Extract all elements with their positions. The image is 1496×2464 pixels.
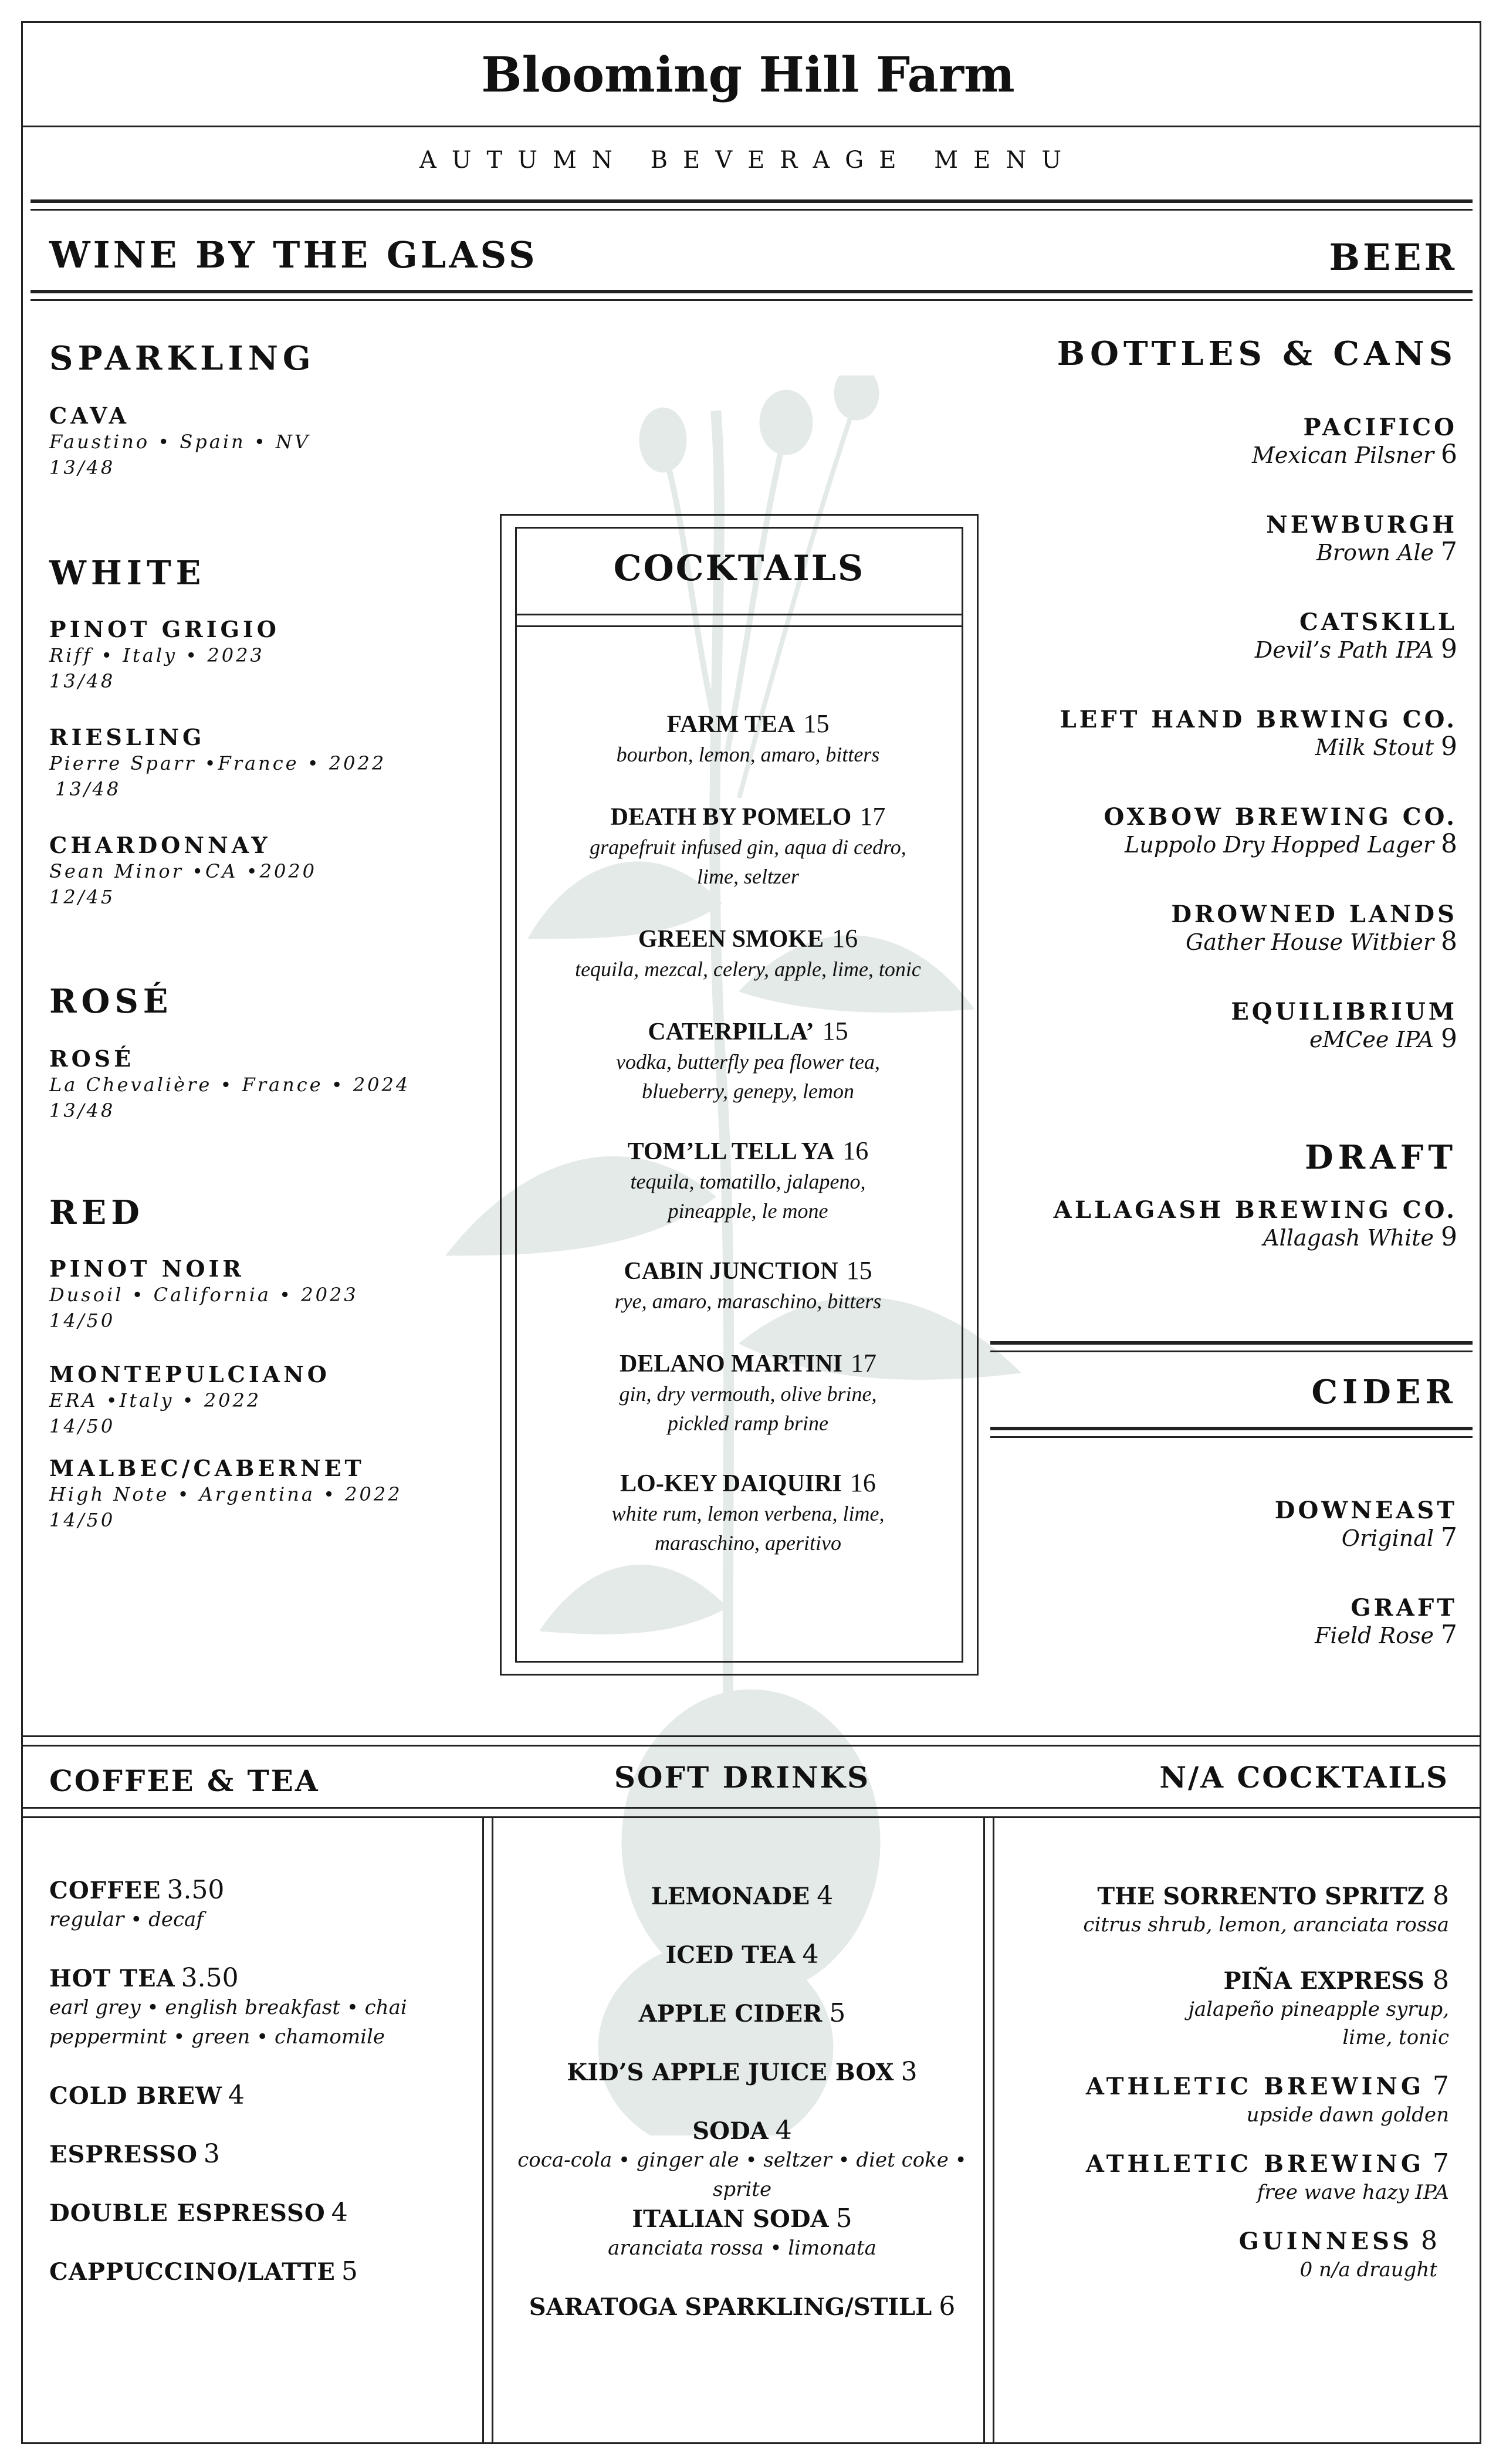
cocktail-name: DELANO MARTINI [619,1351,843,1377]
beer-name: CATSKILL [1299,608,1457,636]
na-cocktail-price: 8 [1421,2226,1437,2256]
list-item [499,1998,986,2028]
coffee-desc: regular • decaf [49,1908,204,1931]
beer-desc: Milk Stout [1315,735,1434,760]
beer-price: 8 [1441,829,1457,859]
beer-name: PACIFICO [1303,414,1457,441]
coffee-price: 3.50 [167,1875,225,1905]
coffee-name: HOT TEA [49,1965,175,1992]
cocktail-price: 15 [846,1256,872,1285]
cocktail-desc: bourbon, lemon, amaro, bitters [616,743,880,766]
wine-name: MONTEPULCIANO [49,1361,330,1387]
beer-price: 9 [1441,1024,1457,1054]
coffee-name: COLD BREW [49,2082,222,2110]
cocktail-name: DEATH BY POMELO [610,804,852,831]
divider [31,199,1473,203]
cocktail-price: 16 [832,924,858,953]
cider-heading: CIDER [1311,1373,1457,1412]
list-item [499,2116,986,2204]
cocktail-name: CABIN JUNCTION [624,1258,838,1285]
wine-name: MALBEC/CABERNET [49,1455,365,1481]
divider [515,625,963,627]
wine-desc: High Note • Argentina • 2022 [49,1483,402,1505]
list-item [49,1963,407,2052]
coffee-name: CAPPUCCINO/LATTE [49,2258,336,2286]
divider [21,1807,1481,1809]
na-cocktail-price: 8 [1433,1881,1449,1911]
list-item [505,1255,991,1316]
soft-drink-price: 4 [775,2116,792,2145]
na-cocktail-desc: lime, tonic [1342,2026,1449,2049]
coffee-name: DOUBLE ESPRESSO [49,2199,326,2227]
beer-name: DROWNED LANDS [1171,901,1457,928]
beer-name: LEFT HAND BRWING CO. [1060,706,1457,733]
beer-desc: Mexican Pilsner [1252,442,1434,468]
na-cocktail-desc: jalapeño pineapple syrup, [1188,1998,1449,2021]
cider-desc: Field Rose [1314,1623,1434,1649]
list-item [505,1016,991,1106]
soft-drink-price: 3 [901,2057,918,2087]
na-cocktail-price: 7 [1433,2148,1449,2178]
divider [31,209,1473,211]
na-cocktail-name: ATHLETIC BREWING [1085,2073,1424,2100]
list-item [1252,414,1457,469]
wine-desc: ERA •Italy • 2022 [49,1389,262,1412]
wine-price: 14/50 [49,1509,116,1531]
cider-price: 7 [1441,1620,1457,1650]
soft-drink-name: SODA [692,2117,769,2145]
cocktail-desc: lime, seltzer [697,865,799,888]
coffee-price: 3.50 [181,1963,239,1993]
divider [990,1436,1473,1438]
divider [21,1735,1481,1737]
wine-price: 13/48 [49,670,116,692]
list-item [49,2139,220,2169]
list-item [49,832,317,910]
beer-price: 9 [1441,1222,1457,1252]
soft-drink-name: KID’S APPLE JUICE BOX [567,2059,894,2086]
wine-price: 12/45 [49,886,116,908]
na-cocktail-desc: citrus shrub, lemon, aranciata rossa [1083,1913,1449,1937]
soft-drinks-heading: SOFT DRINKS [614,1760,871,1795]
beer-name: EQUILIBRIUM [1231,998,1457,1025]
cider-desc: Original [1341,1525,1434,1551]
cocktail-desc: maraschino, aperitivo [655,1531,841,1555]
cocktail-desc: white rum, lemon verbena, lime, [611,1502,885,1525]
wine-heading: WINE BY THE GLASS [49,233,538,276]
beer-price: 7 [1441,537,1457,567]
cocktail-desc: pickled ramp brine [668,1412,828,1435]
soft-drink-name: SARATOGA SPARKLING/STILL [529,2293,932,2321]
page-subtitle: AUTUMN BEVERAGE MENU [419,147,1077,174]
cocktail-desc: rye, amaro, maraschino, bitters [614,1289,882,1313]
beer-price: 9 [1441,634,1457,664]
list-item [505,923,991,984]
list-item [505,1468,991,1558]
red-heading: RED [49,1193,144,1232]
soft-drink-price: 5 [829,1998,846,2028]
wine-desc: Dusoil • California • 2023 [49,1284,358,1306]
na-cocktails-heading: N/A COCKTAILS [1159,1760,1449,1795]
divider [31,299,1473,301]
soft-drink-desc: aranciata rossa • limonata [608,2236,876,2260]
list-item [1086,2071,1449,2129]
divider [31,290,1473,293]
wine-name: PINOT GRIGIO [49,616,280,642]
na-cocktail-name: THE SORRENTO SPRITZ [1097,1883,1424,1910]
cocktail-price: 16 [849,1468,876,1497]
beer-price: 6 [1441,439,1457,469]
wine-price: 14/50 [49,1415,116,1437]
cocktail-price: 16 [842,1136,869,1165]
beer-name: OXBOW BREWING CO. [1104,803,1457,831]
wine-price: 13/48 [49,1099,116,1122]
list-item [49,1255,358,1333]
list-item [49,1361,330,1439]
cocktail-desc: grapefruit infused gin, aqua di cedro, [590,835,906,859]
wine-desc: Riff • Italy • 2023 [49,644,265,666]
list-item [499,2057,986,2087]
list-item [499,1881,986,1911]
soft-drink-desc: coca-cola • ginger ale • seltzer • diet coke • sprite [517,2148,967,2201]
beer-name: ALLAGASH BREWING CO. [1053,1196,1457,1224]
wine-desc: Sean Minor •CA •2020 [49,860,317,882]
coffee-name: COFFEE [49,1877,161,1904]
divider [21,126,1481,127]
coffee-name: ESPRESSO [49,2141,198,2168]
column-divider [993,1816,994,2444]
list-item [1054,1197,1457,1251]
list-item [505,1348,991,1438]
wine-name: RIESLING [49,724,205,750]
draft-heading: DRAFT [1305,1138,1457,1177]
list-item [1266,512,1457,566]
soft-drink-name: APPLE CIDER [638,2000,823,2028]
list-item [1086,2148,1449,2206]
cocktail-desc: tequila, mezcal, celery, apple, lime, tonic [575,957,921,981]
na-cocktail-name: GUINNESS [1238,2228,1413,2255]
soft-drink-price: 4 [802,1940,819,1969]
cocktail-name: TOM’LL TELL YA [627,1138,835,1165]
list-item [505,709,991,769]
wine-name: CHARDONNAY [49,832,271,858]
soft-drink-name: ITALIAN SODA [632,2205,829,2233]
cider-name: DOWNEAST [1274,1497,1457,1524]
coffee-heading: COFFEE & TEA [49,1764,320,1798]
list-item [1083,1881,1449,1939]
cocktail-name: LO-KEY DAIQUIRI [620,1470,842,1497]
beer-desc: Brown Ale [1316,540,1434,566]
na-cocktail-price: 8 [1433,1965,1449,1995]
white-heading: WHITE [49,554,206,593]
divider [515,614,963,615]
list-item [49,1455,402,1533]
list-item [49,1875,224,1934]
list-item [1239,2226,1437,2284]
list-item [1171,901,1457,956]
list-item [1188,1965,1449,2052]
coffee-price: 4 [331,2198,348,2228]
divider [21,1816,1481,1818]
cocktail-price: 15 [822,1017,848,1045]
list-item [505,801,991,891]
cocktail-desc: blueberry, genepy, lemon [642,1079,854,1103]
cocktails-heading: COCKTAILS [613,548,865,589]
beer-price: 9 [1441,732,1457,761]
na-cocktail-desc: upside dawn golden [1246,2103,1449,2127]
wine-price: 14/50 [49,1309,116,1332]
list-item [1231,999,1457,1053]
column-divider [492,1816,493,2444]
page-title: Blooming Hill Farm [481,47,1015,103]
na-cocktail-desc: free wave hazy IPA [1257,2181,1449,2204]
beer-desc: Gather House Witbier [1186,929,1434,955]
cocktail-price: 17 [859,802,886,831]
sparkling-heading: SPARKLING [49,339,316,378]
cider-price: 7 [1441,1522,1457,1552]
soft-drink-name: ICED TEA [665,1941,796,1969]
divider [990,1341,1473,1345]
coffee-desc: peppermint • green • chamomile [49,2025,385,2049]
list-item [499,2292,986,2321]
list-item [1060,706,1457,761]
divider [21,1745,1481,1747]
divider [990,1351,1473,1352]
cocktail-name: FARM TEA [666,711,796,738]
coffee-price: 4 [228,2080,245,2110]
coffee-price: 5 [341,2256,358,2286]
cocktail-desc: pineapple, le mone [668,1199,828,1223]
wine-desc: La Chevalière • France • 2024 [49,1074,411,1096]
beer-price: 8 [1441,926,1457,956]
rose-heading: ROSÉ [49,982,173,1021]
wine-price: 13/48 [49,456,116,479]
coffee-price: 3 [203,2139,220,2169]
wine-name: PINOT NOIR [49,1255,245,1282]
soft-drink-price: 6 [939,2292,956,2321]
soft-drink-price: 4 [817,1881,834,1911]
list-item [1275,1497,1457,1552]
wine-price: 13/48 [55,778,121,800]
wine-desc: Faustino • Spain • NV [49,431,310,453]
list-item [49,2080,245,2110]
coffee-desc: earl grey • english breakfast • chai [49,1996,407,2019]
na-cocktail-name: PIÑA EXPRESS [1223,1967,1424,1995]
wine-desc: Pierre Sparr •France • 2022 [49,752,387,774]
na-cocktail-price: 7 [1433,2071,1449,2101]
bottles-heading: BOTTLES & CANS [1057,334,1457,373]
cocktail-price: 15 [803,709,830,738]
na-cocktail-desc: 0 n/a draught [1299,2258,1437,2282]
soft-drink-name: LEMONADE [651,1883,810,1910]
list-item [499,2204,986,2263]
wine-name: CAVA [49,402,130,429]
list-item [1315,1595,1457,1649]
list-item [49,724,386,802]
cocktail-name: CATERPILLA’ [648,1018,814,1045]
soft-drink-price: 5 [835,2204,852,2233]
beer-desc: Allagash White [1263,1225,1434,1251]
cocktail-desc: tequila, tomatillo, jalapeno, [630,1170,866,1193]
beer-heading: BEER [1329,236,1457,279]
cocktail-desc: vodka, butterfly pea flower tea, [616,1050,880,1074]
list-item [505,1136,991,1226]
beer-name: NEWBURGH [1266,511,1457,539]
list-item [1104,804,1458,858]
cocktail-price: 17 [851,1349,877,1377]
wine-name: ROSÉ [49,1045,135,1072]
beer-desc: Luppolo Dry Hopped Lager [1125,832,1434,858]
divider [990,1427,1473,1430]
list-item [49,1045,410,1123]
column-divider [482,1816,484,2444]
cider-name: GRAFT [1351,1594,1457,1622]
list-item [1255,609,1457,664]
list-item [49,2256,358,2286]
list-item [49,402,310,480]
list-item [499,1940,986,1969]
cocktail-name: GREEN SMOKE [638,926,824,953]
cocktail-desc: gin, dry vermouth, olive brine, [619,1382,877,1406]
beer-desc: eMCee IPA [1309,1027,1434,1052]
na-cocktail-name: ATHLETIC BREWING [1085,2150,1424,2178]
list-item [49,616,280,694]
list-item [49,2198,348,2228]
beer-desc: Devil’s Path IPA [1254,637,1434,663]
